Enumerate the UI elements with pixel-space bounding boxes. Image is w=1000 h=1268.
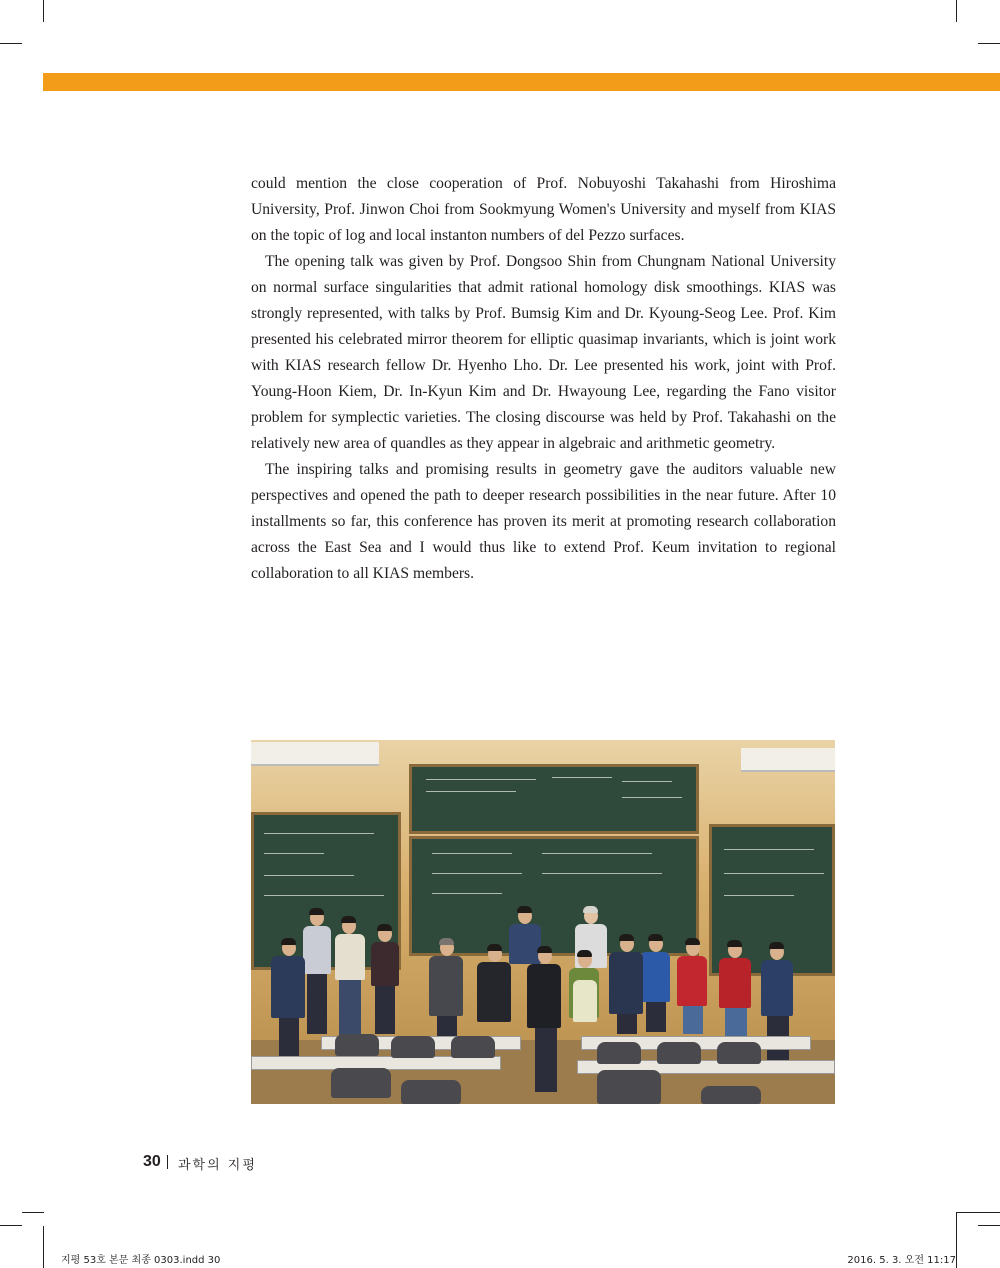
chair bbox=[331, 1068, 391, 1098]
paragraph-2: The opening talk was given by Prof. Dongsoo Shin from Chungnam National University on normal surface singularities that admit rational homology disk smoothings. KIAS was strongly represented, with talks by Prof. Bumsig Kim and Dr. Kyoung-Seog Lee. Prof. Kim presented his celebrated mirror theorem for elliptic quasimap invariants, which is joint work with KIAS research fellow Dr. Hyenho Lho. Dr. Lee presented his work, joint with Prof. Young-Hoon Kiem, Dr. In-Kyun Kim and Dr. Hwayoung Lee, regarding the Fano visitor problem for symplectic varieties. The closing discourse was held by Prof. Takahashi on the relatively new area of quandles as they appear in algebraic and arithmetic geometry. bbox=[251, 253, 836, 452]
crop-mark-bottom-left-h2 bbox=[22, 1212, 44, 1213]
print-slug-file: 지평 53호 본문 최종 0303.indd 30 bbox=[61, 1255, 221, 1266]
magazine-title: 과학의 지평 bbox=[178, 1158, 257, 1173]
chair bbox=[597, 1042, 641, 1064]
print-slug-timestamp: 2016. 5. 3. 오전 11:17 bbox=[847, 1255, 956, 1266]
chair bbox=[391, 1036, 435, 1058]
crop-mark-bottom-left-h bbox=[0, 1225, 22, 1226]
chair bbox=[451, 1036, 495, 1058]
chair bbox=[597, 1070, 661, 1104]
chair bbox=[701, 1086, 761, 1104]
chair bbox=[401, 1080, 461, 1104]
crop-mark-top-right-h bbox=[978, 43, 1000, 44]
article-body bbox=[251, 171, 836, 587]
crop-mark-bottom-right-v bbox=[956, 1213, 957, 1268]
header-accent-bar bbox=[43, 73, 1000, 91]
blackboard-upper bbox=[409, 764, 699, 834]
chair bbox=[717, 1042, 761, 1064]
crop-mark-top-left-h bbox=[0, 43, 22, 44]
crop-mark-top-left-v bbox=[43, 0, 44, 22]
crop-mark-bottom-right-h bbox=[956, 1212, 1000, 1213]
footer-separator bbox=[167, 1155, 168, 1169]
conference-group-photo bbox=[251, 740, 835, 1104]
crop-mark-top-right-v bbox=[956, 0, 957, 22]
page-number: 30 bbox=[143, 1153, 161, 1170]
chair bbox=[335, 1034, 379, 1056]
crop-mark-bottom-left-v bbox=[43, 1226, 44, 1268]
crop-mark-bottom-right-h2 bbox=[978, 1225, 1000, 1226]
ceiling-light-right bbox=[741, 748, 835, 772]
paragraph-3: The inspiring talks and promising results in geometry gave the auditors valuable new perspectives and opened the path to deeper research possibilities in the near future. After 10 installments so far, this conference has proven its merit at promoting research collaboration across the East Sea and I would thus like to extend Prof. Keum invitation to regional collaboration to all KIAS members. bbox=[251, 461, 836, 582]
ceiling-light-left bbox=[251, 742, 379, 766]
chair bbox=[657, 1042, 701, 1064]
paragraph-1: could mention the close cooperation of Prof. Nobuyoshi Takahashi from Hiroshima University, Prof. Jinwon Choi from Sookmyung Women's University and myself from KIAS on the topic of log and local instanton numbers of del Pezzo surfaces. bbox=[251, 175, 836, 244]
